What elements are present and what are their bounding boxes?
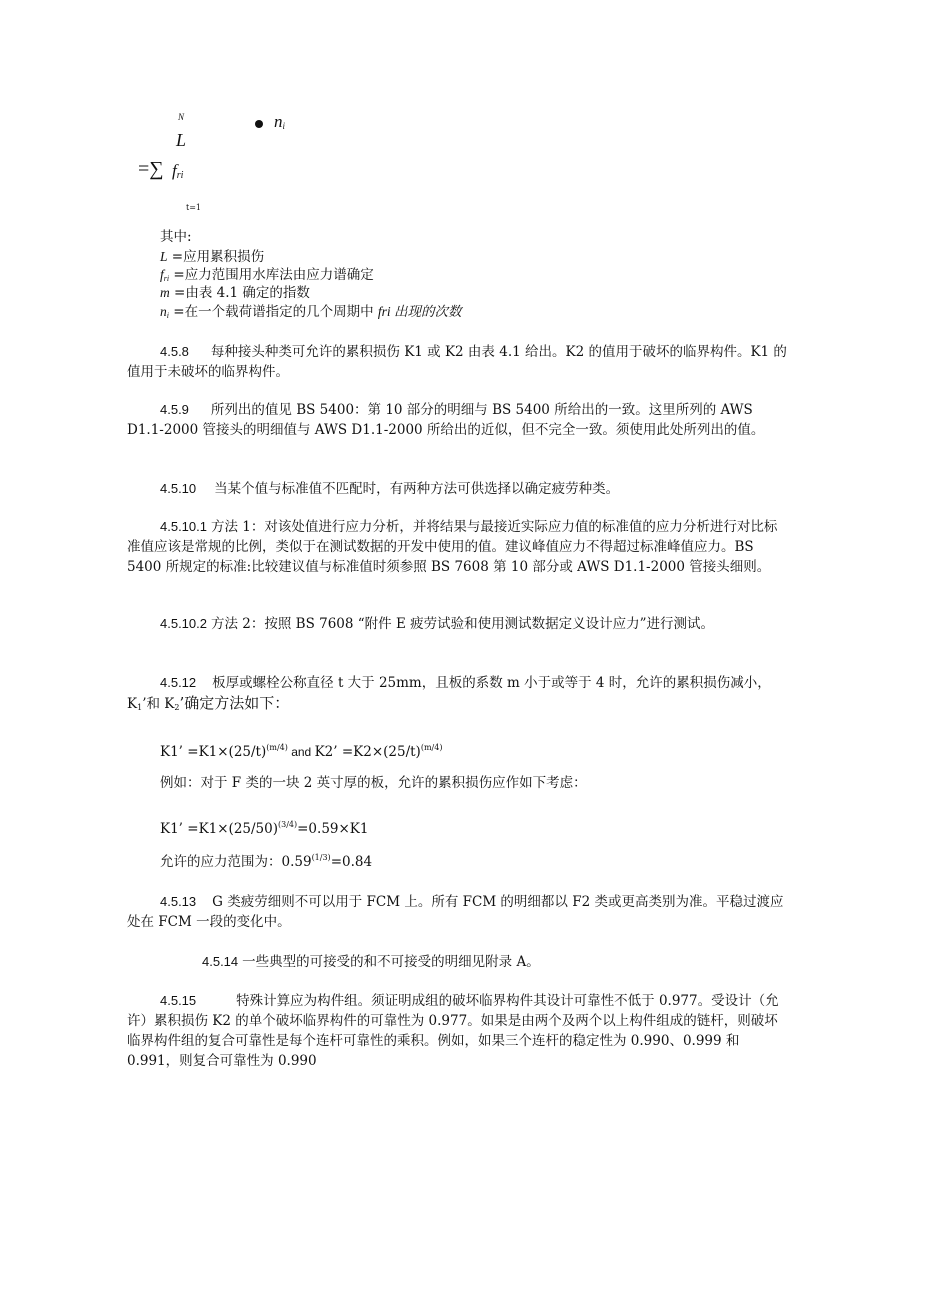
section-number: 4.5.14	[202, 954, 239, 969]
formula-f: $f_{ri}$	[172, 161, 184, 181]
equation-stress-range: 允许的应力范围为：$0.59^{(1/3)}=0.84$	[160, 853, 373, 870]
formula-upper-limit: N	[178, 112, 185, 122]
section-number: 4.5.10	[160, 481, 197, 496]
formula-equals-sum: =∑	[138, 158, 164, 180]
formula-lower-limit: t=1	[186, 203, 202, 212]
section-text: G 类疲劳细则不可以用于 FCM 上。所有 FCM 的明细都以 F2 类或更高类别为准。平稳过渡应处在 FCM 一段的变化中。	[127, 894, 784, 930]
section-text-a: 板厚或螺栓公称直径 t 大于 25mm，且板的系数 m 小于或等于 4 时，允许的累积损伤减小，K	[127, 675, 771, 712]
section-number: 4.5.13	[160, 894, 197, 909]
legend-item-n: $n_i$ =在一个载荷谱指定的几个周期中 fri 出现的次数	[160, 304, 462, 320]
section-4-5-10-1	[127, 517, 787, 577]
section-text: 方法 2：按照 BS 7608 “附件 E 疲劳试验和使用测试数据定义设计应力”进行测试。	[211, 616, 715, 632]
section-text: 一些典型的可接受的和不可接受的明细见附录 A。	[242, 954, 540, 970]
section-4-5-12: 4.5.12 板厚或螺栓公称直径 t 大于 25mm，且板的系数 m 小于或等于 4 时，允许的累积损伤减小，$K_1$’和 $K_2$’确定方法如下：	[127, 675, 771, 712]
section-4-5-8	[127, 342, 787, 382]
legend-item-f: $f_{ri}$ =应力范围用水库法由应力谱确定	[160, 267, 374, 283]
section-4-5-10-2	[127, 614, 787, 634]
section-number: 4.5.12	[160, 675, 197, 690]
section-text-c: ’确定方法如下：	[179, 694, 290, 712]
section-4-5-10	[127, 479, 787, 499]
section-number: 4.5.9	[160, 402, 189, 417]
example-text: 例如：对于 F 类的一块 2 英寸厚的板，允许的累积损伤应作如下考虑：	[160, 775, 587, 791]
section-number: 4.5.8	[160, 344, 189, 359]
section-number: 4.5.10.1	[160, 519, 207, 534]
bullet-dot-icon	[255, 120, 263, 128]
formula-L: L	[176, 130, 187, 150]
section-4-5-9	[127, 400, 787, 440]
section-text: 特殊计算应为构件组。须证明成组的破坏临界构件其设计可靠性不低于 0.977。受设计（允许）累积损伤 K2 的单个破坏临界构件的可靠性为 0.977。如果是由两个及两个以上构件组成的链杆，则破坏临界构件组的复合可靠性是每个连杆可靠性的乘积。例如，如果三个连杆的稳定性为 0.990、0.999 和 0.991，则复合可靠性为 0.990	[127, 993, 779, 1069]
legend-heading: 其中:	[160, 229, 192, 245]
legend-item-m: m =由表 4.1 确定的指数	[160, 285, 310, 301]
section-4-5-15	[127, 991, 787, 1071]
section-text: 当某个值与标准值不匹配时，有两种方法可供选择以确定疲劳种类。	[214, 481, 620, 497]
legend-item-L: L =应用累积损伤	[160, 249, 265, 265]
section-number: 4.5.15	[160, 993, 197, 1008]
section-4-5-13	[127, 892, 787, 932]
section-number: 4.5.10.2	[160, 616, 207, 631]
section-4-5-14	[127, 952, 787, 972]
section-text: 所列出的值见 BS 5400：第 10 部分的明细与 BS 5400 所给出的一致。这里所列的 AWS D1.1-2000 管接头的明细值与 AWS D1.1-2000 所给出的近似，但不完全一致。须使用此处所列出的值。	[127, 402, 765, 438]
section-text: 每种接头种类可允许的累积损伤 K1 或 K2 由表 4.1 给出。K2 的值用于破坏的临界构件。K1 的值用于未破坏的临界构件。	[127, 344, 787, 380]
equation-k1-example: K1’ $=K1\times(25/50)^{(3/4)}=0.59\times K1$	[160, 820, 369, 837]
section-text: 方法 1：对该处值进行应力分析，并将结果与最接近实际应力值的标准值的应力分析进行对比标准值应该是常规的比例，类似于在测试数据的开发中使用的值。建议峰值应力不得超过标准峰值应力。BS 5400 所规定的标准:比较建议值与标准值时须参照 BS 7608 第 10 部分或 AWS D1.1-2000 管接头细则。	[127, 519, 778, 575]
formula-n: $n_i$	[274, 112, 286, 131]
equation-k-reduced: K1’ $=K1\times(25/t)^{(m/4)}$ and K2’ $=K2\times(25/t)^{(m/4)}$	[160, 743, 443, 760]
